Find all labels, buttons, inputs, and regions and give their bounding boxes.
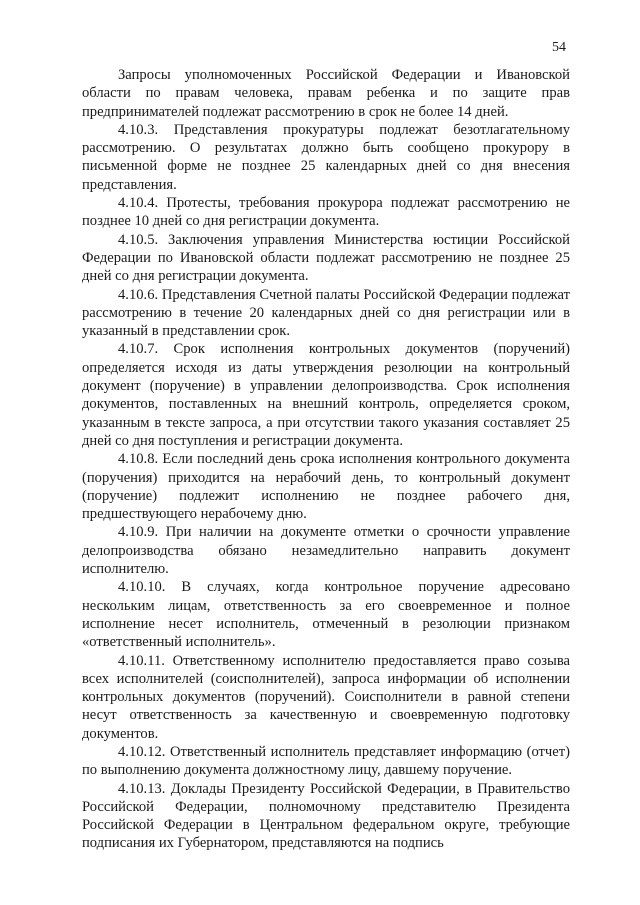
paragraph-4-10-11: 4.10.11. Ответственному исполнителю предоставляется право созыва всех исполнителей (соисполнителей), запроса информации об исполнении контрольных документов (поручений). Соисполнители в равной степени несут ответственность за качественную и своевременную подготовку документов.: [82, 652, 570, 742]
paragraph-4-10-6: 4.10.6. Представления Счетной палаты Российской Федерации подлежат рассмотрению в течение 20 календарных дней со дня регистрации или в указанный в представлении срок.: [82, 286, 570, 340]
paragraph-4-10-8: 4.10.8. Если последний день срока исполнения контрольного документа (поручения) приходится на нерабочий день, то контрольный документ (поручение) подлежит исполнению не позднее рабочего дня, предшествующего нерабочему дню.: [82, 451, 570, 523]
paragraph-ombudsman-requests: Запросы уполномоченных Российской Федерации и Ивановской области по правам человека, правам ребенка и по защите прав предпринимателей подлежат рассмотрению в срок не более 14 дней.: [82, 67, 570, 120]
paragraph-4-10-12: 4.10.12. Ответственный исполнитель представляет информацию (отчет) по выполнению документа должностному лицу, давшему поручение.: [82, 743, 570, 779]
document-body: [82, 66, 570, 853]
paragraph-4-10-13: 4.10.13. Доклады Президенту Российской Федерации, в Правительство Российской Федерации, полномочному представителю Президента Российской Федерации в Центральном федеральном округе, требующие подписания их Губернатором, представляются на подпись: [82, 780, 570, 852]
paragraph-4-10-4: 4.10.4. Протесты, требования прокурора подлежат рассмотрению не позднее 10 дней со дня регистрации документа.: [82, 195, 570, 230]
paragraph-4-10-5: 4.10.5. Заключения управления Министерства юстиции Российской Федерации по Ивановской области подлежат рассмотрению не позднее 25 дней со дня регистрации документа.: [82, 231, 570, 285]
paragraph-4-10-3: 4.10.3. Представления прокуратуры подлежат безотлагательному рассмотрению. О результатах должно быть сообщено прокурору в письменной форме не позднее 25 календарных дней со дня внесения представления.: [82, 121, 570, 193]
paragraph-4-10-10: 4.10.10. В случаях, когда контрольное поручение адресовано нескольким лицам, ответственность за его своевременное и полное исполнение несет исполнитель, отмеченный в резолюции признаком «ответственный исполнитель».: [82, 579, 570, 651]
page-number: 54: [552, 40, 566, 55]
paragraph-4-10-9: 4.10.9. При наличии на документе отметки о срочности управление делопроизводства обязано незамедлительно направить документ исполнителю.: [82, 524, 570, 578]
paragraph-4-10-7: 4.10.7. Срок исполнения контрольных документов (поручений) определяется исходя из даты утверждения резолюции на контрольный документ (поручение) в управлении делопроизводства. Срок исполнения документов, поставленных на внешний контроль, определяется сроком, указанным в тексте запроса, а при отсутствии такого указания составляет 25 дней со дня поступления и регистрации документа.: [82, 341, 570, 449]
